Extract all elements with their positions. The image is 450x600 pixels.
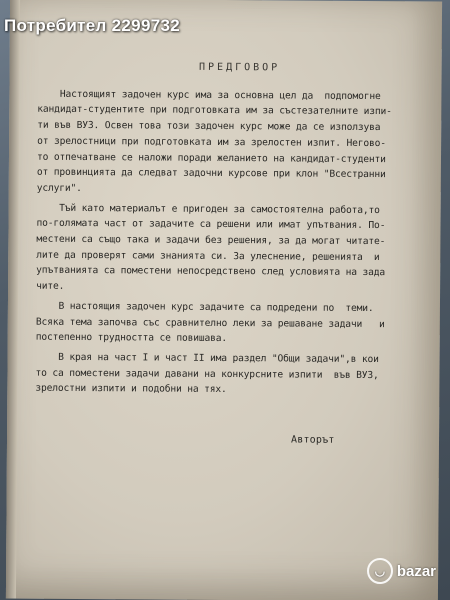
document-body xyxy=(35,86,441,399)
text-line: зрелостни изпити и подобни на тях. xyxy=(35,383,227,396)
text-line: местени са също така и задачи без решения, за да могат читате- xyxy=(36,233,386,248)
document-title: ПРЕДГОВОР xyxy=(198,61,281,74)
paragraph xyxy=(37,86,442,199)
text-line: от провинцията да следват задочни курсове при клон "Всестранни xyxy=(36,166,386,181)
text-line: то отпечатване се наложи поради желанието на кандидат-студенти xyxy=(36,151,386,165)
paragraph xyxy=(36,299,440,349)
page-binding-edge xyxy=(6,0,20,599)
bazar-logo-icon: ◡ xyxy=(367,558,393,584)
paragraph xyxy=(35,350,439,400)
paragraph xyxy=(36,200,441,297)
text-line: от зрелостници при подготовката им за зрелостен изпит. Негово- xyxy=(37,135,386,149)
bazar-logo xyxy=(367,558,436,584)
bazar-logo-text: bazar xyxy=(396,562,436,580)
text-line: В настоящия задочен курс задачите са подредени по теми. xyxy=(35,300,374,314)
text-line: ти във ВУЗ. Освен това този задочен курс може да се използува xyxy=(37,119,381,134)
text-line: Тъй като материалът е пригоден за самостоятелна работа,то xyxy=(36,202,380,216)
text-line: Всяка тема започва със сравнително леки за решаване задачи и xyxy=(35,316,385,330)
text-line: по-голямата част от задачите са решени или имат упътвания. По- xyxy=(36,218,386,232)
text-line: то са поместени задачи давани на конкурсните изпити във ВУЗ, xyxy=(35,367,379,381)
typewritten-document xyxy=(35,59,441,404)
text-line: кандидат-студентите при подготовката им за състезателните изпи- xyxy=(37,104,392,118)
text-line: В края на част I и част II има раздел "Общи задачи",в кои xyxy=(35,351,379,366)
text-line: чите. xyxy=(36,280,65,293)
text-line: постепенно трудността се повишава. xyxy=(35,331,228,345)
text-line: услуги". xyxy=(36,182,82,194)
text-line: упътванията са поместени непосредствено след условията на зада xyxy=(36,265,386,279)
text-line: лите да проверят сами знанията си. За улеснение, решенията и xyxy=(36,249,380,263)
user-watermark: Потребител 2299732 xyxy=(4,16,180,35)
author-signature: Авторът xyxy=(290,434,335,446)
paper-page xyxy=(6,0,442,600)
text-line: Настоящият задочен курс има за основна цел да подпомогне xyxy=(37,88,381,102)
